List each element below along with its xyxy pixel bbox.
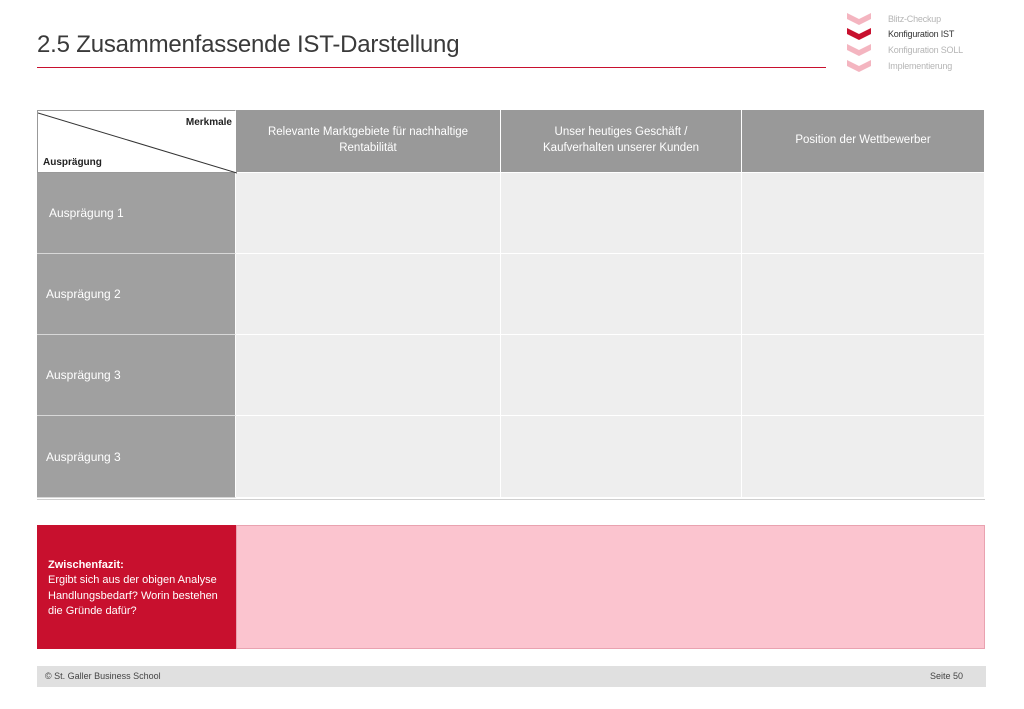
table-cell[interactable]: [501, 416, 742, 498]
nav-item-implementierung[interactable]: Implementierung: [888, 61, 953, 71]
table-cell[interactable]: [236, 416, 501, 498]
corner-label-merkmale: Merkmale: [185, 117, 232, 128]
conclusion-input-area[interactable]: [236, 525, 985, 649]
nav-item-blitz-checkup[interactable]: Blitz-Checkup: [888, 14, 941, 24]
footer-bar: [37, 666, 986, 687]
row-header: Ausprägung 3: [37, 416, 236, 498]
table-cell[interactable]: [742, 416, 985, 498]
progress-nav: [845, 11, 1020, 77]
conclusion-question: Ergibt sich aus der obigen Analyse Handlungsbedarf? Worin bestehen die Gründe dafür?: [48, 574, 218, 618]
table-cell[interactable]: [742, 335, 985, 416]
table-cell[interactable]: [236, 173, 501, 254]
table-cell[interactable]: [501, 254, 742, 335]
conclusion-label-box: [37, 525, 236, 649]
row-header: Ausprägung 2: [37, 254, 236, 335]
column-header: Relevante Marktgebiete für nachhaltige Rentabilität: [236, 110, 501, 173]
chevron-step-4-icon: [845, 58, 873, 74]
table-cell[interactable]: [501, 173, 742, 254]
page-title: 2.5 Zusammenfassende IST-Darstellung: [37, 31, 460, 58]
analysis-table: [37, 110, 985, 500]
column-header: Unser heutiges Geschäft / Kaufverhalten unserer Kunden: [501, 110, 742, 173]
nav-item-konfiguration-ist[interactable]: Konfiguration IST: [888, 29, 955, 39]
table-cell[interactable]: [501, 335, 742, 416]
footer-copyright: © St. Galler Business School: [45, 671, 161, 681]
conclusion-heading: Zwischenfazit:: [48, 559, 124, 571]
row-header: Ausprägung 3: [37, 335, 236, 416]
chevron-step-1-icon: [845, 11, 873, 27]
table-cell[interactable]: [742, 173, 985, 254]
table-cell[interactable]: [236, 254, 501, 335]
page-number: Seite 50: [929, 671, 963, 681]
column-header: Position der Wettbewerber: [742, 110, 985, 173]
row-header: Ausprägung 1: [37, 173, 236, 254]
table-corner-cell: [37, 110, 236, 173]
table-cell[interactable]: [236, 335, 501, 416]
table-cell[interactable]: [742, 254, 985, 335]
corner-label-auspraegung: Ausprägung: [43, 157, 102, 168]
nav-item-konfiguration-soll[interactable]: Konfiguration SOLL: [888, 45, 963, 55]
title-divider: [37, 67, 826, 68]
chevron-step-2-icon: [845, 26, 873, 42]
chevron-step-3-icon: [845, 42, 873, 58]
table-bottom-border: [37, 499, 985, 500]
